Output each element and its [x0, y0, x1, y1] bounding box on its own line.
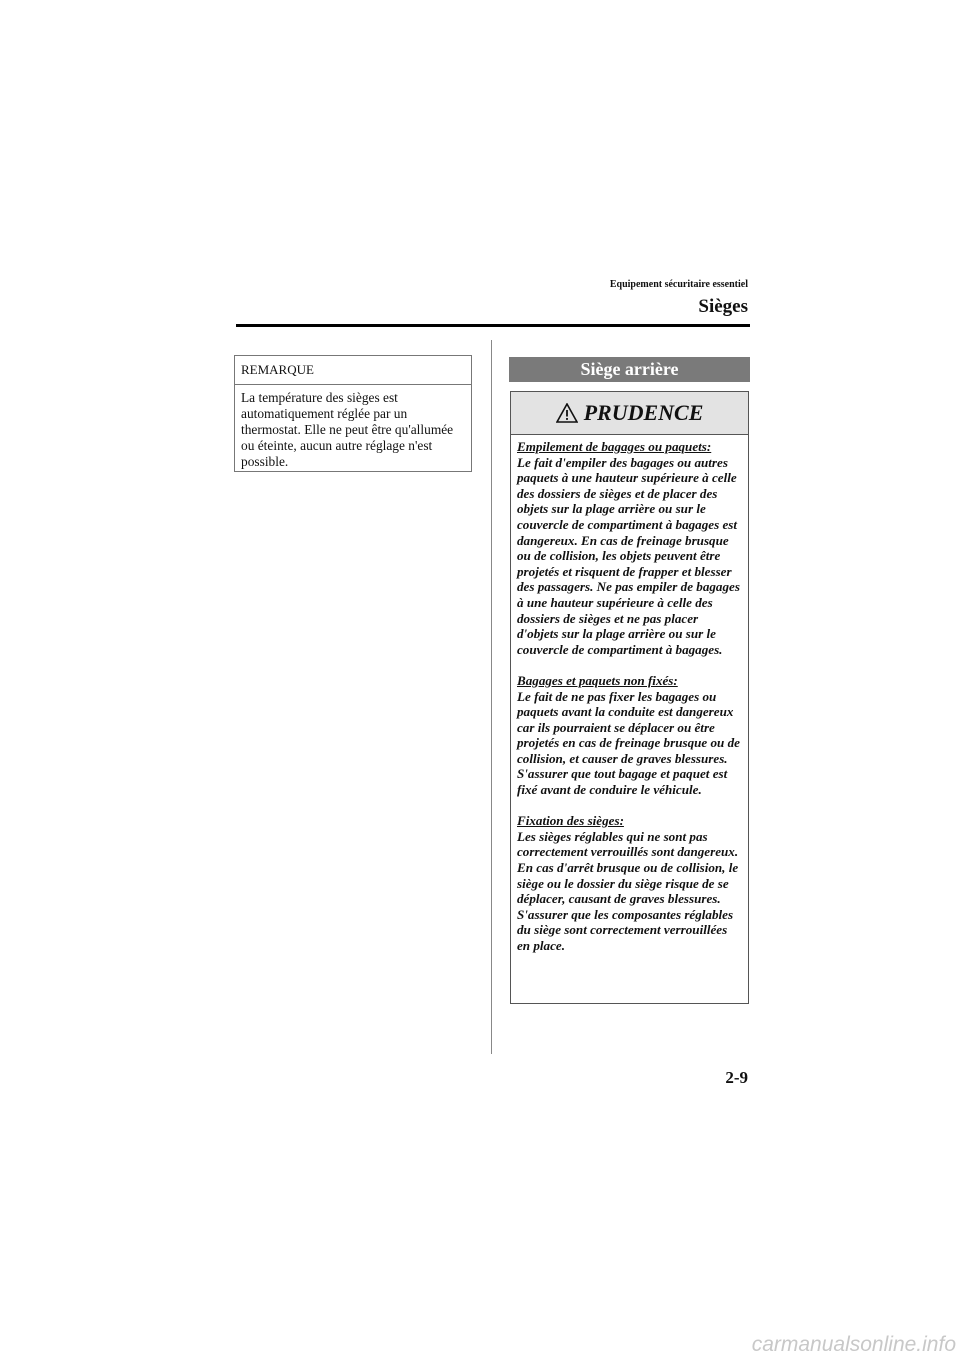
warning-triangle-icon [556, 403, 578, 423]
header-section-label: Equipement sécuritaire essentiel [609, 279, 748, 290]
caution-box [510, 391, 749, 1004]
caution-block [517, 439, 742, 657]
page-title: Sièges [698, 296, 748, 317]
column-divider [491, 340, 492, 1054]
note-title: REMARQUE [235, 356, 471, 385]
caution-text: Le fait d'empiler des bagages ou autres paquets à une hauteur supérieure à celle des dossiers de sièges et de placer des objets sur la plage arrière ou sur le couvercle de compartiment à bagages est dangereux. En cas de freinage brusque ou de collision, les objets peuvent être projetés et risquent de frapper et blesser des passagers. Ne pas empiler de bagages à une hauteur supérieure à celle des dossiers de sièges et ne pas placer d'objets sur la plage arrière ou sur le couvercle de compartiment à bagages. [517, 454, 740, 657]
caution-text: Les sièges réglables qui ne sont pas correctement verrouillés sont dangereux. En cas d'arrêt brusque ou de collision, le siège ou le dossier du siège risque de se déplacer, causant de graves blessures. S'assurer que les composantes réglables du siège sont correctement verrouillées en place. [517, 828, 739, 953]
note-text: La température des sièges est automatiquement réglée par un thermostat. Elle ne peut être qu'allumée ou éteinte, aucun autre réglage n'est possible. [241, 390, 454, 469]
note-box [234, 355, 472, 472]
caution-title: PRUDENCE [583, 400, 704, 425]
watermark-text: carmanualsonline.info [751, 1333, 956, 1356]
caution-body [511, 435, 748, 954]
caution-subtitle: Empilement de bagages ou paquets: [517, 439, 712, 454]
caution-subtitle: Fixation des sièges: [517, 813, 624, 829]
page-number: 2-9 [725, 1068, 748, 1087]
caution-subtitle: Bagages et paquets non fixés: [517, 672, 678, 688]
header-rule [236, 324, 750, 327]
caution-block [517, 813, 742, 953]
section-title-bar: Siège arrière [509, 357, 750, 382]
caution-block [517, 673, 742, 798]
caution-text: Le fait de ne pas fixer les bagages ou paquets avant la conduite est dangereux car ils pourraient se déplacer ou être projetés en cas de freinage brusque ou de collision, et causer de graves blessures. S'assurer que tout bagage et paquet est fixé avant de conduire le véhicule. [517, 688, 740, 798]
caution-header [511, 392, 748, 435]
